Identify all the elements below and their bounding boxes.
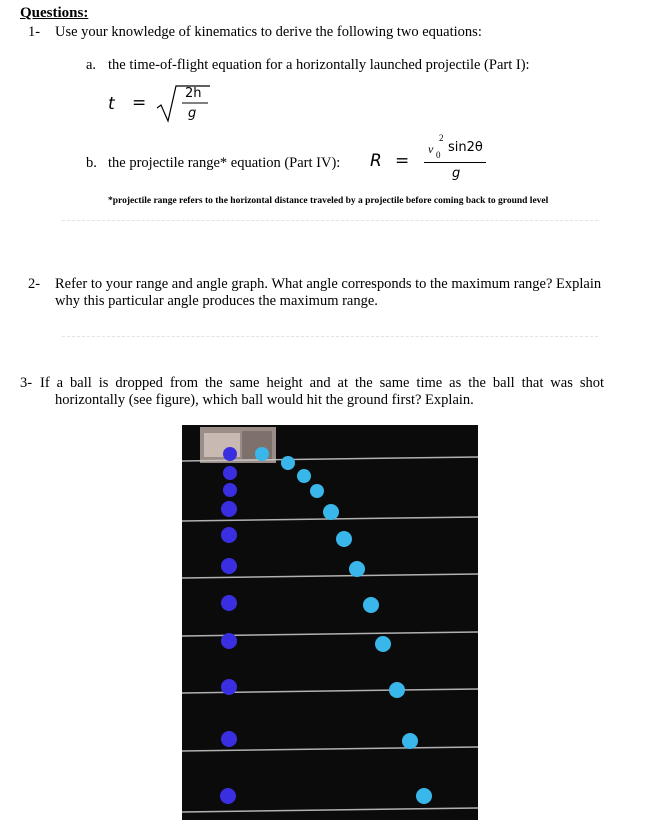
time-symbol: t	[108, 94, 115, 114]
launched-ball	[363, 597, 379, 613]
fraction-bar	[424, 162, 486, 163]
dropped-ball	[221, 501, 237, 517]
launched-ball	[281, 456, 295, 470]
range-denominator-g: g	[452, 166, 461, 181]
dropped-ball	[223, 466, 237, 480]
dropped-ball	[221, 731, 237, 747]
velocity-exponent: 2	[439, 133, 444, 143]
launched-ball	[375, 636, 391, 652]
dropped-ball	[221, 633, 237, 649]
question-2-number: 2-	[28, 276, 41, 292]
dropped-ball	[223, 447, 237, 461]
question-3-number: 3-	[20, 375, 33, 391]
launched-ball	[389, 682, 405, 698]
answer-line-1	[62, 220, 598, 221]
fraction-denominator-g: g	[188, 106, 197, 121]
equals-sign-a: =	[132, 93, 147, 113]
page-title: Questions:	[20, 5, 89, 21]
question-1b-text: the projectile range* equation (Part IV):	[108, 155, 341, 171]
answer-line-2	[62, 336, 598, 337]
dropped-ball	[221, 527, 237, 543]
range-symbol: R	[370, 151, 382, 171]
question-3-line-2: horizontally (see figure), which ball would hit the ground first? Explain.	[55, 392, 474, 408]
question-1-text: Use your knowledge of kinematics to derive the following two equations:	[55, 24, 482, 40]
launched-ball	[349, 561, 365, 577]
dropped-ball	[221, 558, 237, 574]
launched-ball	[323, 504, 339, 520]
equals-sign-b: =	[395, 151, 410, 171]
launched-ball	[297, 469, 311, 483]
sine-term: sin2θ	[448, 140, 483, 155]
launched-ball	[255, 447, 269, 461]
question-1-number: 1-	[28, 24, 41, 40]
launched-ball	[310, 484, 324, 498]
question-2-line-1: Refer to your range and angle graph. What angle corresponds to the maximum range? Explain	[55, 276, 602, 292]
launched-ball	[402, 733, 418, 749]
footnote: *projectile range refers to the horizontal distance traveled by a projectile before coming back to ground level	[108, 196, 549, 206]
question-3-line-1: If a ball is dropped from the same height and at the same time as the ball that was shot	[40, 375, 604, 391]
projectile-strobe-figure	[182, 425, 478, 820]
dropped-ball	[220, 788, 236, 804]
fraction-numerator-2h: 2h	[185, 86, 202, 101]
dropped-ball	[221, 679, 237, 695]
question-1a-label: a.	[86, 57, 97, 73]
question-2-line-2: why this particular angle produces the maximum range.	[55, 293, 378, 309]
velocity-subscript: 0	[436, 150, 441, 160]
question-1a-text: the time-of-flight equation for a horizontally launched projectile (Part I):	[108, 57, 530, 73]
question-1b-label: b.	[86, 155, 97, 171]
square-root-sign	[156, 83, 212, 125]
velocity-symbol: v	[428, 142, 434, 156]
dropped-ball	[221, 595, 237, 611]
launched-ball	[336, 531, 352, 547]
launched-ball	[416, 788, 432, 804]
dropped-ball	[223, 483, 237, 497]
